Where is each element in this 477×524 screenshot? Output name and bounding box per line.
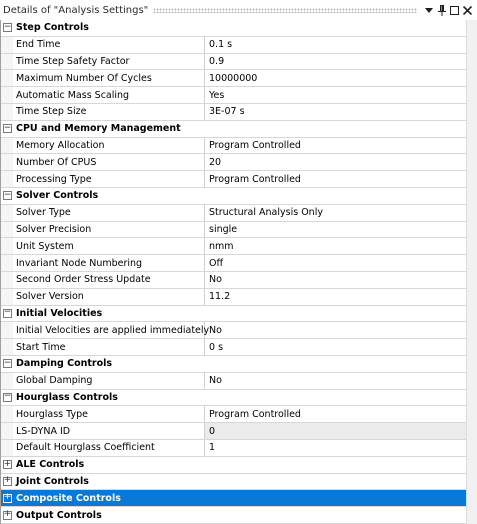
expand-icon[interactable]: + (3, 475, 12, 486)
category-label: ALE Controls (16, 459, 85, 471)
dropdown-arrow-icon[interactable] (423, 3, 434, 17)
property-name: LS-DYNA ID (1, 423, 205, 439)
property-value[interactable]: Program Controlled (209, 408, 301, 420)
close-icon[interactable] (462, 3, 473, 17)
property-row[interactable] (1, 205, 466, 222)
expand-icon[interactable]: + (3, 458, 12, 469)
property-name: Unit System (1, 238, 205, 254)
property-value[interactable]: nmm (209, 240, 234, 252)
category-label: Damping Controls (16, 358, 113, 370)
property-value[interactable]: Program Controlled (209, 173, 301, 185)
property-name: End Time (1, 37, 205, 53)
property-row[interactable] (1, 373, 466, 390)
details-title-bar (0, 0, 477, 20)
pin-icon[interactable] (436, 3, 447, 17)
property-row[interactable] (1, 440, 466, 457)
category-row-cpu-and-memory-management[interactable] (1, 121, 466, 138)
property-value[interactable]: No (209, 324, 222, 336)
category-row-initial-velocities[interactable] (1, 306, 466, 323)
property-value[interactable]: 0.9 (209, 55, 225, 67)
property-row[interactable] (1, 339, 466, 356)
property-name: Processing Type (1, 171, 205, 187)
category-row-output-controls[interactable] (1, 507, 466, 524)
property-value[interactable]: 1 (209, 442, 216, 454)
property-name: Second Order Stress Update (1, 272, 205, 288)
property-row[interactable] (1, 238, 466, 255)
property-value[interactable]: 3E-07 s (209, 106, 245, 118)
category-row-solver-controls[interactable] (1, 188, 466, 205)
maximize-icon[interactable] (449, 3, 460, 17)
property-name: Global Damping (1, 373, 205, 389)
property-row[interactable] (1, 272, 466, 289)
category-label: Joint Controls (16, 475, 89, 487)
property-value: 0 (205, 423, 466, 439)
category-label: Initial Velocities (16, 307, 103, 319)
category-label: Step Controls (16, 22, 89, 34)
property-name: Time Step Safety Factor (1, 54, 205, 70)
property-value[interactable]: 0 s (209, 341, 224, 353)
property-name: Time Step Size (1, 104, 205, 120)
category-row-damping-controls[interactable] (1, 356, 466, 373)
expand-icon[interactable]: + (3, 492, 12, 503)
property-name: Solver Precision (1, 222, 205, 238)
details-property-grid (0, 20, 466, 524)
category-label: Output Controls (16, 509, 102, 521)
property-row[interactable] (1, 171, 466, 188)
property-name: Hourglass Type (1, 406, 205, 422)
category-row-joint-controls[interactable] (1, 474, 466, 491)
property-name: Maximum Number Of Cycles (1, 70, 205, 86)
property-row[interactable] (1, 406, 466, 423)
details-title: Details of "Analysis Settings" (3, 4, 149, 16)
property-value[interactable]: 20 (209, 156, 222, 168)
collapse-icon[interactable]: − (3, 122, 12, 133)
property-name: Number Of CPUS (1, 154, 205, 170)
property-row[interactable] (1, 104, 466, 121)
property-value[interactable]: single (209, 223, 238, 235)
property-row[interactable] (1, 37, 466, 54)
property-value[interactable]: Yes (209, 89, 225, 101)
category-row-ale-controls[interactable] (1, 457, 466, 474)
property-row[interactable] (1, 322, 466, 339)
collapse-icon[interactable]: − (3, 307, 12, 318)
property-value[interactable]: Off (209, 257, 224, 269)
category-row-composite-controls[interactable] (1, 490, 466, 507)
property-name: Start Time (1, 339, 205, 355)
category-row-hourglass-controls[interactable] (1, 390, 466, 407)
property-name: Initial Velocities are applied immediately (1, 322, 205, 338)
property-name: Solver Version (1, 289, 205, 305)
collapse-icon[interactable]: − (3, 21, 12, 32)
property-row[interactable] (1, 255, 466, 272)
property-row[interactable] (1, 54, 466, 71)
property-name: Solver Type (1, 205, 205, 221)
category-row-step-controls[interactable] (1, 20, 466, 37)
property-row[interactable] (1, 70, 466, 87)
category-label: CPU and Memory Management (16, 123, 181, 135)
category-label: Hourglass Controls (16, 391, 118, 403)
property-name: Automatic Mass Scaling (1, 87, 205, 103)
property-value[interactable]: 0.1 s (209, 39, 233, 51)
property-name: Default Hourglass Coefficient (1, 440, 205, 456)
property-value[interactable]: Structural Analysis Only (209, 207, 323, 219)
property-row[interactable] (1, 222, 466, 239)
category-label: Solver Controls (16, 190, 99, 202)
collapse-icon[interactable]: − (3, 391, 12, 402)
property-value[interactable]: Program Controlled (209, 139, 301, 151)
property-name: Memory Allocation (1, 138, 205, 154)
property-row[interactable] (1, 423, 466, 440)
category-label: Composite Controls (16, 492, 121, 504)
property-row[interactable] (1, 138, 466, 155)
property-row[interactable] (1, 289, 466, 306)
property-value[interactable]: 11.2 (209, 291, 231, 303)
drag-grip[interactable] (153, 8, 417, 13)
collapse-icon[interactable]: − (3, 357, 12, 368)
expand-icon[interactable]: + (3, 509, 12, 519)
property-row[interactable] (1, 87, 466, 104)
property-value[interactable]: No (209, 375, 222, 387)
property-row[interactable] (1, 154, 466, 171)
property-value[interactable]: No (209, 274, 222, 286)
property-value[interactable]: 10000000 (209, 72, 258, 84)
collapse-icon[interactable]: − (3, 189, 12, 200)
property-name: Invariant Node Numbering (1, 255, 205, 271)
vertical-scrollbar[interactable] (466, 20, 477, 524)
